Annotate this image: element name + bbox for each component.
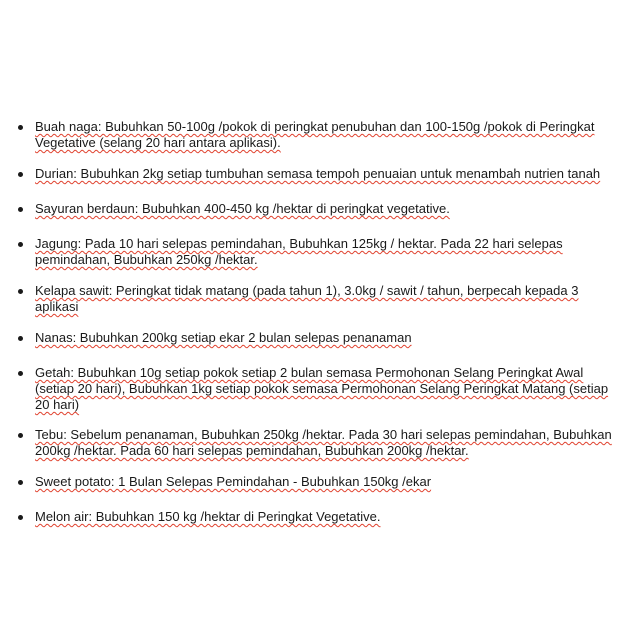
list-item-durian (22, 166, 622, 182)
list-item-text: Nanas: Bubuhkan 200kg setiap ekar 2 bulan selepas penanaman (35, 330, 412, 345)
list-item-text: Buah naga: Bubuhkan 50-100g /pokok di peringkat penubuhan dan 100-150g /pokok di Peringkat Vegetative (selang 20 hari antara aplikasi). (35, 119, 595, 150)
list-item-melon-air (22, 509, 622, 525)
list-item-kelapa-sawit (22, 283, 622, 315)
list-item-text: Sweet potato: 1 Bulan Selepas Pemindahan - Bubuhkan 150kg /ekar (35, 474, 432, 489)
list-item-text: Tebu: Sebelum penanaman, Bubuhkan 250kg /hektar. Pada 30 hari selepas pemindahan, Bubuhkan 200kg /hektar. Pada 60 hari selepas pemindahan, Bubuhkan 200kg /hektar. (35, 427, 612, 458)
list-item-text: Durian: Bubuhkan 2kg setiap tumbuhan semasa tempoh penuaian untuk menambah nutrien tanah (35, 166, 601, 181)
list-item-tebu (22, 427, 622, 459)
list-item-text: Sayuran berdaun: Bubuhkan 400-450 kg /hektar di peringkat vegetative. (35, 201, 450, 216)
list-item-text: Kelapa sawit: Peringkat tidak matang (pada tahun 1), 3.0kg / sawit / tahun, berpecah kepada 3 aplikasi (35, 283, 579, 314)
list-item-getah (22, 365, 622, 413)
list-item-buah-naga (22, 119, 622, 151)
fertilizer-bullet-list (22, 119, 622, 525)
list-item-sweet-potato (22, 474, 622, 490)
list-item-text: Melon air: Bubuhkan 150 kg /hektar di Peringkat Vegetative. (35, 509, 381, 524)
list-item-text: Getah: Bubuhkan 10g setiap pokok setiap 2 bulan semasa Permohonan Selang Peringkat Awal (setiap 20 hari), Bubuhkan 1kg setiap pokok semasa Permohonan Selang Peringkat Matang (setiap 20 hari) (35, 365, 609, 412)
list-item-nanas (22, 330, 622, 346)
list-item-jagung (22, 236, 622, 268)
list-item-text: Jagung: Pada 10 hari selepas pemindahan, Bubuhkan 125kg / hektar. Pada 22 hari selepas pemindahan, Bubuhkan 250kg /hektar. (35, 236, 563, 267)
list-item-sayuran-berdaun (22, 201, 622, 217)
